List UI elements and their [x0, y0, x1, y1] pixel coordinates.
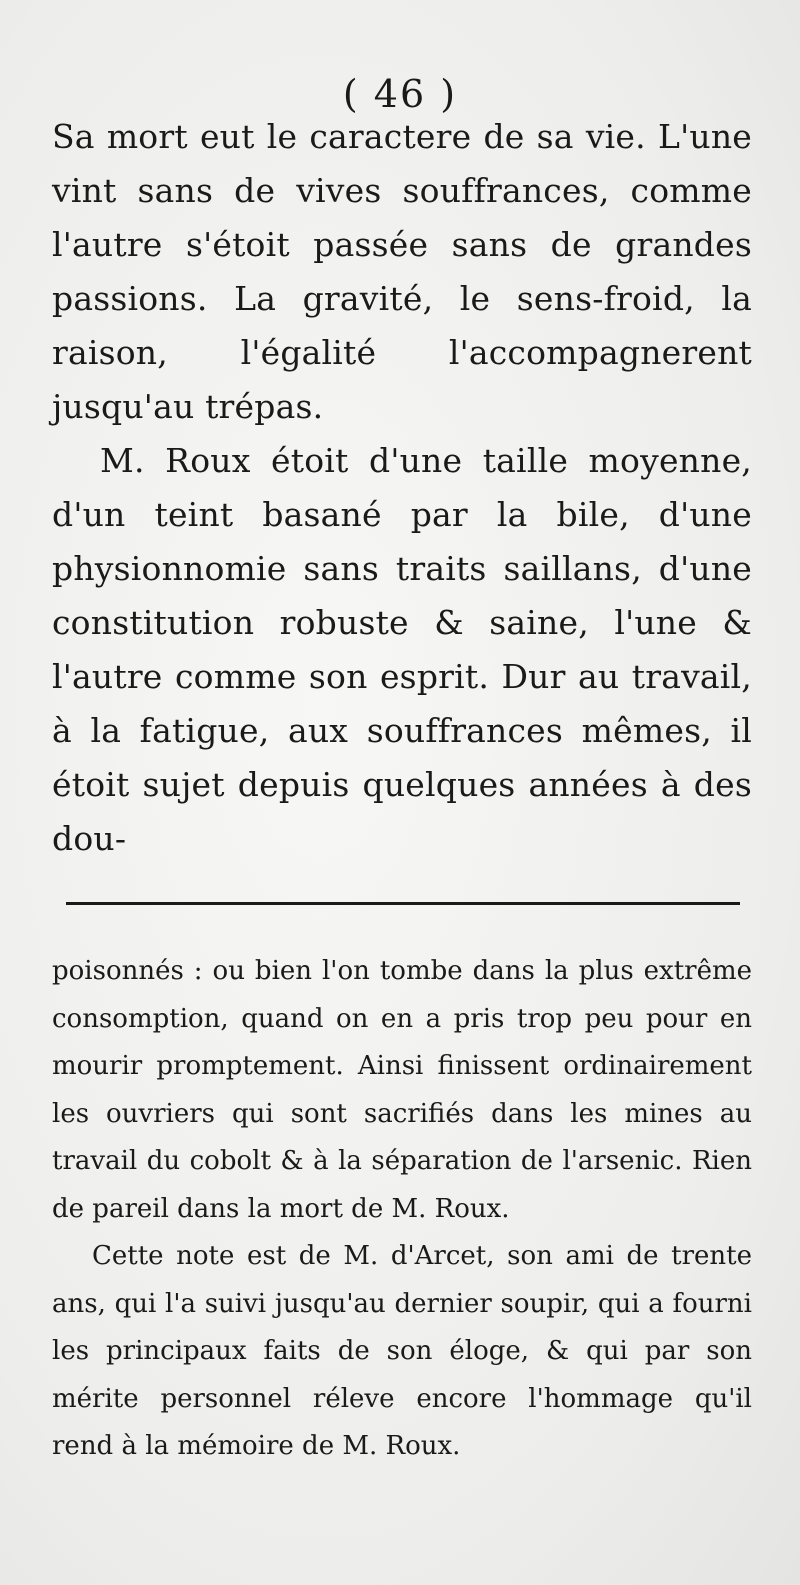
footnote-paragraph-poison: poisonnés : ou bien l'on tombe dans la plus extrême consomption, quand on en a pris trop peu pour en mourir promptement. Ainsi finissent ordinairement les ouvriers qui sont sacrifiés dans les mines au travail du cobolt & à la séparation de l'arsenic. Rien de pareil dans la mort de M. Roux. — [52, 956, 752, 1224]
paragraph-death: Sa mort eut le caractere de sa vie. L'une vint sans de vives souffrances, comme l'autre s'étoit passée sans de grandes passions. La gravité, le sens-froid, la raison, l'égalité l'accompagnerent jusqu'au trépas. — [52, 117, 752, 426]
footnote-text — [52, 948, 752, 1471]
footnote-paragraph-darcet: Cette note est de M. d'Arcet, son ami de trente ans, qui l'a suivi jusqu'au dernier soupir, qui a fourni les principaux faits de son éloge, & qui par son mérite personnel réleve encore l'hommage qu'il rend à la mémoire de M. Roux. — [52, 1241, 752, 1461]
page-number: ( 46 ) — [342, 72, 458, 116]
main-text — [52, 110, 752, 866]
footnote-rule — [66, 902, 740, 905]
paragraph-portrait: M. Roux étoit d'une taille moyenne, d'un teint basané par la bile, d'une physionnomie sans traits saillans, d'une constitution robuste & saine, l'une & l'autre comme son esprit. Dur au travail, à la fatigue, aux souffrances mêmes, il étoit sujet depuis quelques années à des dou- — [52, 441, 752, 858]
